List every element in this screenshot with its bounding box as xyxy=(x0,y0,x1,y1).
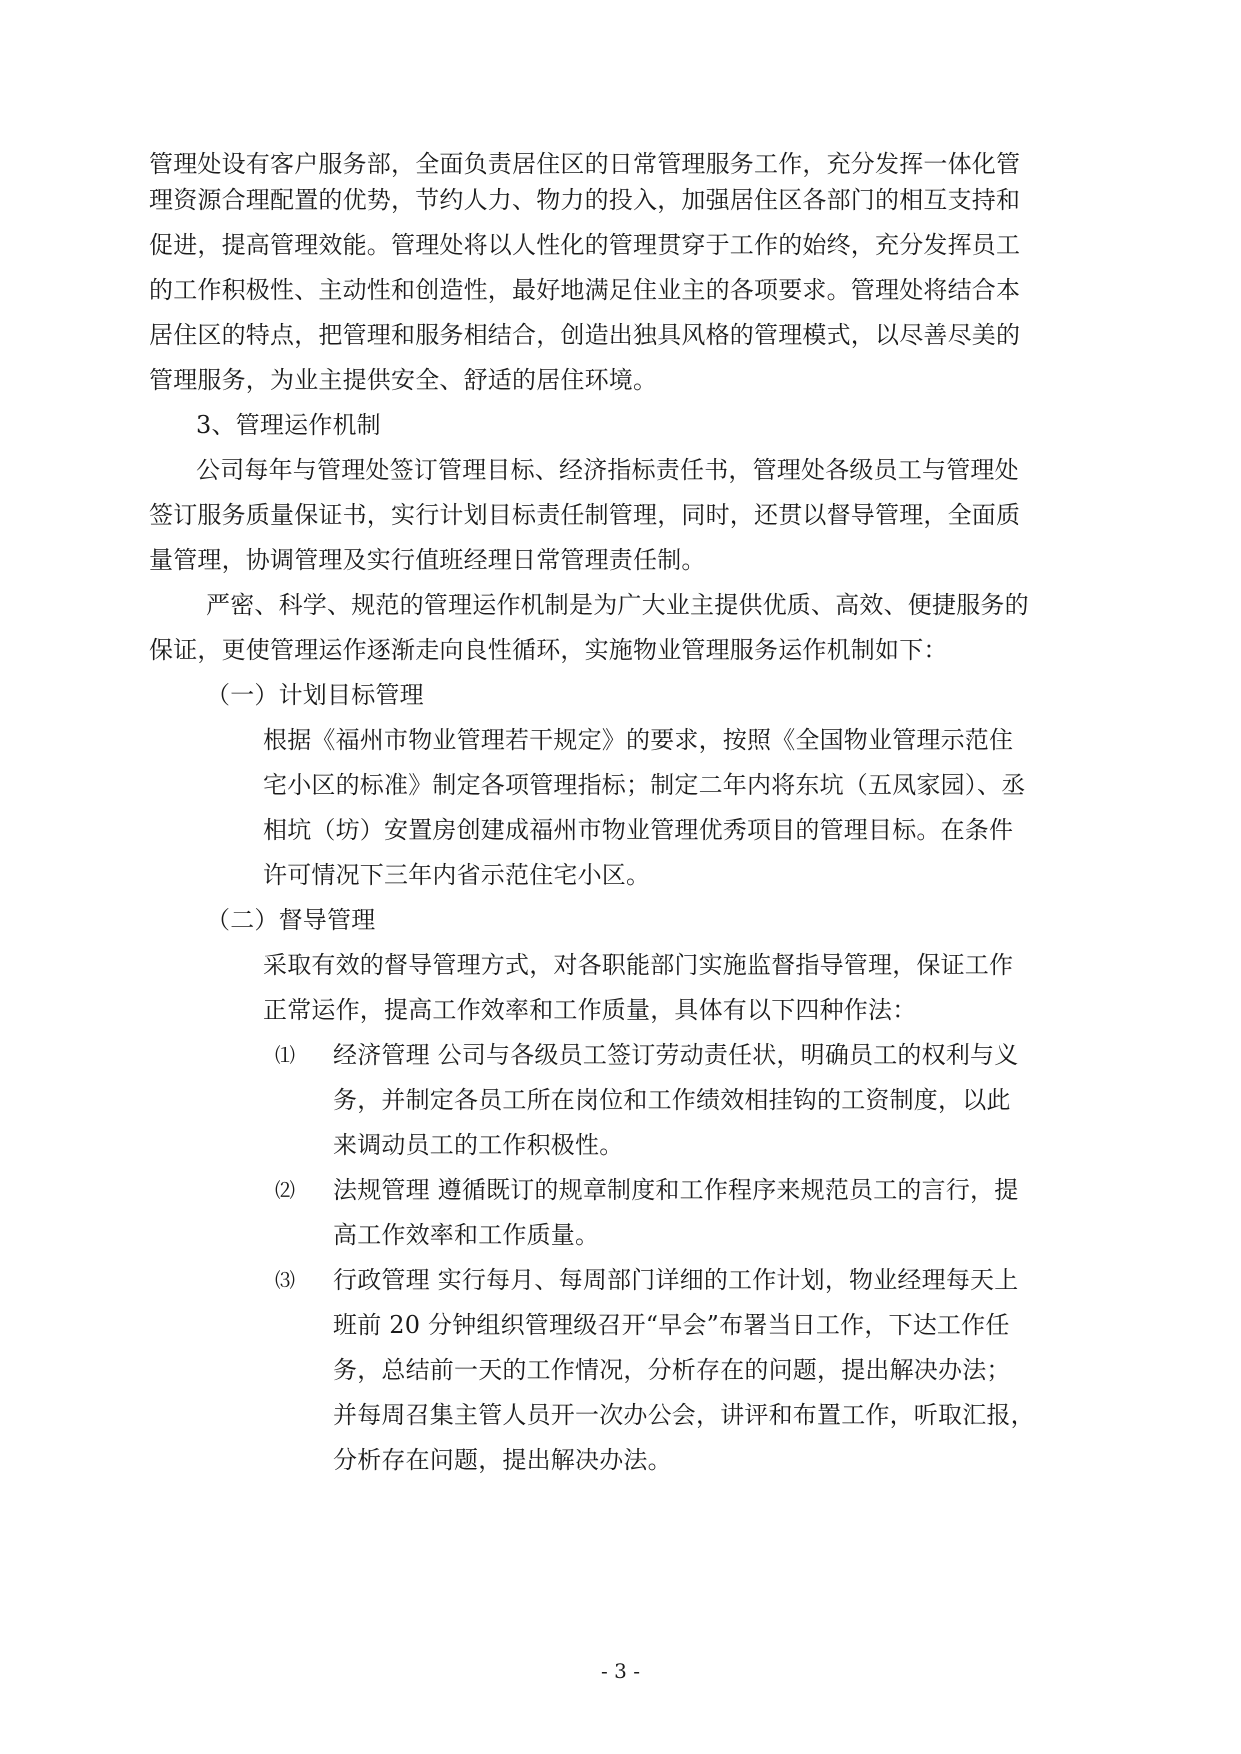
paragraph-line: 居住区的特点，把管理和服务相结合，创造出独具风格的管理模式，以尽善尽美的 xyxy=(149,321,1021,349)
paragraph-line: 公司每年与管理处签订管理目标、经济指标责任书，管理处各级员工与管理处 xyxy=(196,456,1019,484)
paragraph-line: 正常运作，提高工作效率和工作质量，具体有以下四种作法： xyxy=(263,996,917,1024)
paragraph-line: 的工作积极性、主动性和创造性，最好地满足住业主的各项要求。管理处将结合本 xyxy=(149,276,1021,304)
list-number: ⑵ xyxy=(275,1178,295,1202)
paragraph-line: 根据《福州市物业管理若干规定》的要求，按照《全国物业管理示范住 xyxy=(263,726,1014,754)
paragraph-line: 宅小区的标准》制定各项管理指标；制定二年内将东坑（五凤家园）、丞 xyxy=(263,771,1026,799)
list-item-line: 并每周召集主管人员开一次办公会，讲评和布置工作，听取汇报， xyxy=(333,1401,1035,1429)
paragraph-line: 严密、科学、规范的管理运作机制是为广大业主提供优质、高效、便捷服务的 xyxy=(206,591,1029,619)
list-item-line: 来调动员工的工作积极性。 xyxy=(333,1131,624,1159)
page-number: - 3 - xyxy=(601,1659,640,1683)
section-heading: 3、管理运作机制 xyxy=(196,411,381,439)
paragraph-line: 量管理，协调管理及实行值班经理日常管理责任制。 xyxy=(149,546,706,574)
list-number: ⑴ xyxy=(275,1043,295,1067)
list-item-line: 务，并制定各员工所在岗位和工作绩效相挂钩的工资制度，以此 xyxy=(333,1086,1011,1114)
list-item-line: 班前 20 分钟组织管理级召开“早会”布署当日工作，下达工作任 xyxy=(333,1311,1010,1339)
list-item-line: 行政管理 实行每月、每周部门详细的工作计划，物业经理每天上 xyxy=(333,1266,1019,1294)
paragraph-line: 促进，提高管理效能。管理处将以人性化的管理贯穿于工作的始终，充分发挥员工 xyxy=(149,231,1021,259)
list-number: ⑶ xyxy=(275,1268,295,1292)
paragraph-line: 管理处设有客户服务部，全面负责居住区的日常管理服务工作，充分发挥一体化管 xyxy=(149,150,1021,178)
paragraph-line: 许可情况下三年内省示范住宅小区。 xyxy=(263,861,651,889)
paragraph-line: 签订服务质量保证书，实行计划目标责任制管理，同时，还贯以督导管理，全面质 xyxy=(149,501,1021,529)
subsection-title: （一）计划目标管理 xyxy=(206,681,424,709)
paragraph-line: 保证，更使管理运作逐渐走向良性循环，实施物业管理服务运作机制如下： xyxy=(149,636,948,664)
list-item-line: 分析存在问题，提出解决办法。 xyxy=(333,1446,672,1474)
subsection-title: （二）督导管理 xyxy=(206,906,376,934)
list-item-line: 高工作效率和工作质量。 xyxy=(333,1221,600,1249)
paragraph-line: 采取有效的督导管理方式，对各职能部门实施监督指导管理，保证工作 xyxy=(263,951,1014,979)
list-item-line: 务，总结前一天的工作情况，分析存在的问题，提出解决办法； xyxy=(333,1356,1011,1384)
paragraph-line: 管理服务，为业主提供安全、舒适的居住环境。 xyxy=(149,366,658,394)
list-item-line: 法规管理 遵循既订的规章制度和工作程序来规范员工的言行，提 xyxy=(333,1176,1019,1204)
paragraph-line: 理资源合理配置的优势，节约人力、物力的投入，加强居住区各部门的相互支持和 xyxy=(149,186,1021,214)
list-item-line: 经济管理 公司与各级员工签订劳动责任状，明确员工的权利与义 xyxy=(333,1041,1019,1069)
paragraph-line: 相坑（坊）安置房创建成福州市物业管理优秀项目的管理目标。在条件 xyxy=(263,816,1014,844)
